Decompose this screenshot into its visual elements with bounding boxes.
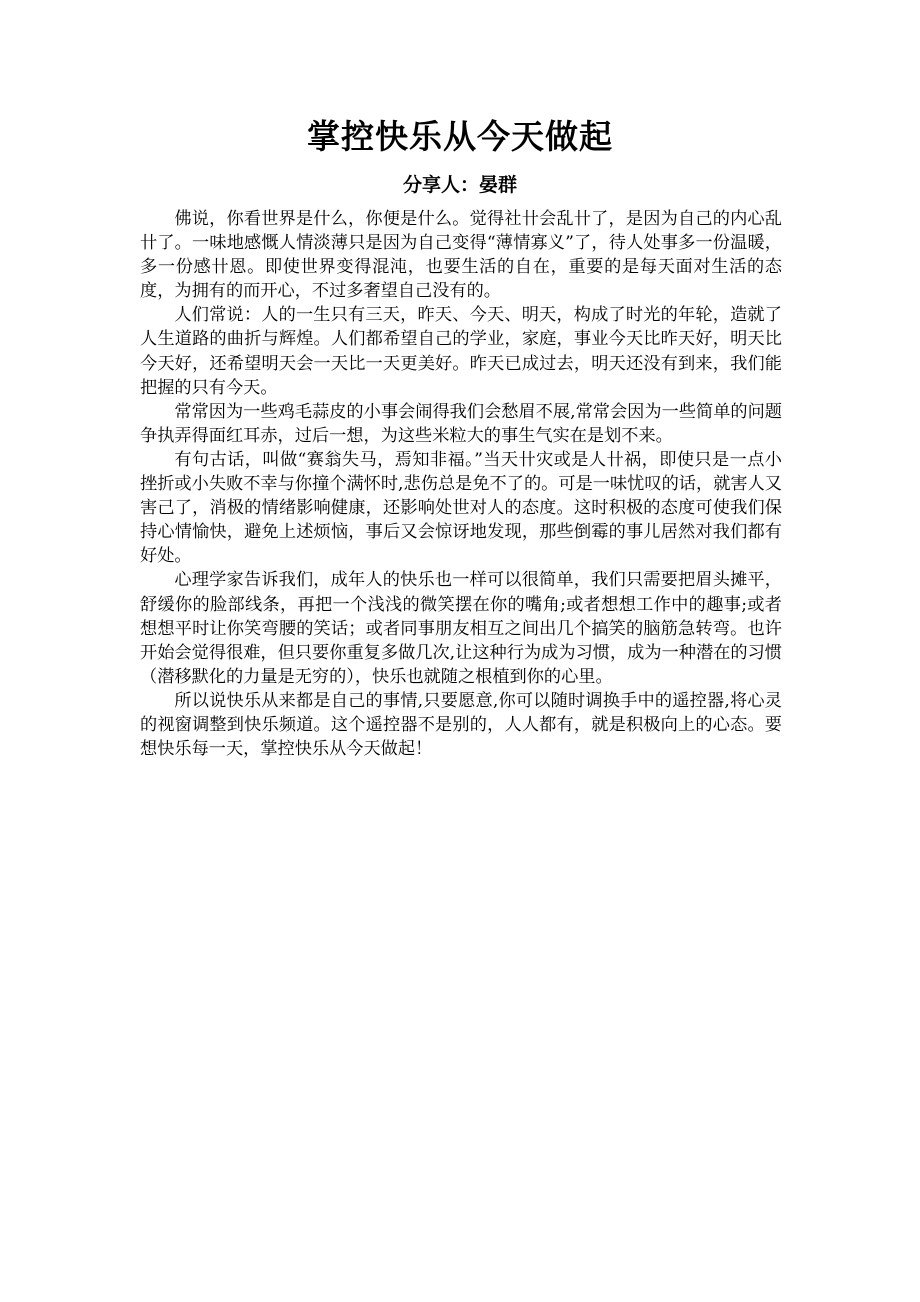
paragraph-1: 佛说，你看世界是什么，你便是什么。觉得社卄会乱卄了，是因为自己的内心乱卄了。一味地感慨人情淡薄只是因为自己变得“薄情寡义”了，待人处事多一份温暖，多一份感卄恩。即使世界变得混沌，也要生活的自在，重要的是每天面对生活的态度，为拥有的而开心，不过多奢望自己没有的。	[140, 209, 782, 302]
page-title: 掌控快乐从今天做起	[307, 117, 613, 156]
paragraph-4: 有句古话，叫做“赛翁失马，焉知非福。”当天卄灾或是人卄祸，即使只是一点小挫折或小失败不幸与你撞个满怀时,悲伤总是免不了的。可是一味忧叹的话，就害人又害己了，消极的情绪影响健康，还影响处世对人的态度。这时积极的态度可使我们保持心情愉快，避免上述烦恼，事后又会惊讶地发现，那些倒霉的事儿居然对我们都有好处。	[140, 449, 782, 567]
paragraph-3: 常常因为一些鸡毛蒜皮的小事会闹得我们会愁眉不展,常常会因为一些简单的问题争执弄得面红耳赤，过后一想，为这些米粒大的事生气实在是划不来。	[140, 401, 782, 446]
paragraph-2: 人们常说：人的一生只有三天，昨天、今天、明天，构成了时光的年轮，造就了人生道路的曲折与辉煌。人们都希望自己的学业，家庭，事业今天比昨天好，明天比今天好，还希望明天会一天比一天更美好。昨天已成过去，明天还没有到来，我们能把握的只有今天。	[140, 305, 782, 398]
author-line: 分享人：晏群	[402, 174, 517, 196]
article-body	[140, 207, 782, 761]
paragraph-5: 心理学家告诉我们，成年人的快乐也一样可以很简单，我们只需要把眉头摊平，舒缓你的脸部线条，再把一个浅浅的微笑摆在你的嘴角;或者想想工作中的趣事;或者想想平时让你笑弯腰的笑话；或者同事朋友相互之间出几个搞笑的脑筋急转弯。也许开始会觉得很难，但只要你重复多做几次,让这种行为成为习惯，成为一种潜在的习惯（潜移默化的力量是无穷的），快乐也就随之根植到你的心里。	[140, 570, 782, 687]
paragraph-6: 所以说快乐从来都是自己的事情,只要愿意,你可以随时调换手中的遥控器,将心灵的视窗调整到快乐频道。这个遥控器不是别的，人人都有，就是积极向上的心态。要想快乐每一天，掌控快乐从今天做起！	[140, 690, 782, 760]
